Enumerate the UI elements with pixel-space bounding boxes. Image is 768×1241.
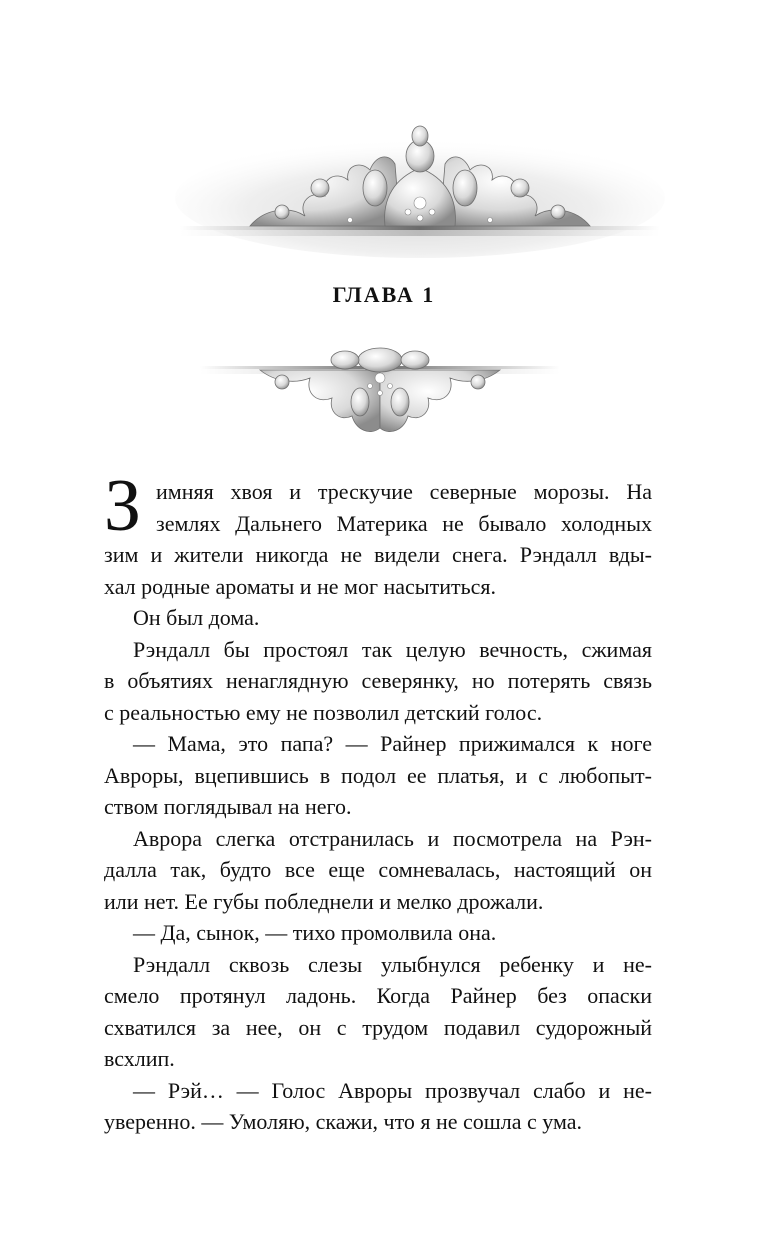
text-line: далла так, будто все еще сомневалась, настоящий он (104, 857, 652, 882)
text-line: с реальностью ему не позволил детский голос. (104, 699, 543, 725)
text-line: имняя хвоя и трескучие северные морозы. На (156, 479, 652, 504)
paragraph-5 (104, 823, 652, 918)
ornament-top-icon (170, 108, 670, 258)
text-line: Рэндалл бы простоял так целую вечность, сжимая (133, 636, 652, 662)
paragraph-1 (104, 465, 652, 602)
text-line: Рэндалл сквозь слезы улыбнулся ребенку и не- (133, 951, 652, 977)
text-line: или нет. Ее губы побледнели и мелко дрожали. (104, 888, 544, 914)
text-line: Аврора слегка отстранилась и посмотрела на Рэн- (133, 825, 652, 851)
text-line: схватился за нее, он с трудом подавил судорожный (104, 1014, 652, 1040)
text-line: Он был дома. (133, 605, 260, 630)
drop-cap: З (104, 465, 142, 547)
text-line: смело протянул ладонь. Когда Райнер без опаски (104, 983, 652, 1008)
paragraph-7 (104, 949, 652, 1075)
text-line: — Мама, это папа? — Райнер прижимался к ноге (133, 731, 652, 756)
paragraph-6 (104, 917, 652, 949)
text-line: — Да, сынок, — тихо промолвила она. (133, 920, 497, 945)
text-line: хал родные ароматы и не мог насытиться. (104, 573, 496, 599)
paragraph-8 (104, 1075, 652, 1138)
paragraph-3 (104, 634, 652, 729)
paragraph-4 (104, 728, 652, 823)
paragraph-2 (104, 602, 652, 634)
text-line: в объятиях ненаглядную северянку, но потерять связь (104, 668, 652, 693)
text-line: ством поглядывал на него. (104, 794, 352, 819)
text-line: уверенно. — Умоляю, скажи, что я не сошла с ума. (104, 1109, 583, 1134)
text-line: зим и жители никогда не видели снега. Рэндалл вды- (104, 542, 652, 567)
text-line: — Рэй… — Голос Авроры прозвучал слабо и не- (133, 1077, 652, 1103)
chapter-text (104, 465, 652, 1138)
ornament-bottom-icon (200, 338, 560, 448)
text-line: Авроры, вцепившись в подол ее платья, и с любопыт- (104, 762, 652, 788)
chapter-title: ГЛАВА 1 (332, 282, 436, 307)
text-line: землях Дальнего Материка не бывало холодных (156, 510, 652, 536)
text-line: всхлип. (104, 1046, 175, 1071)
